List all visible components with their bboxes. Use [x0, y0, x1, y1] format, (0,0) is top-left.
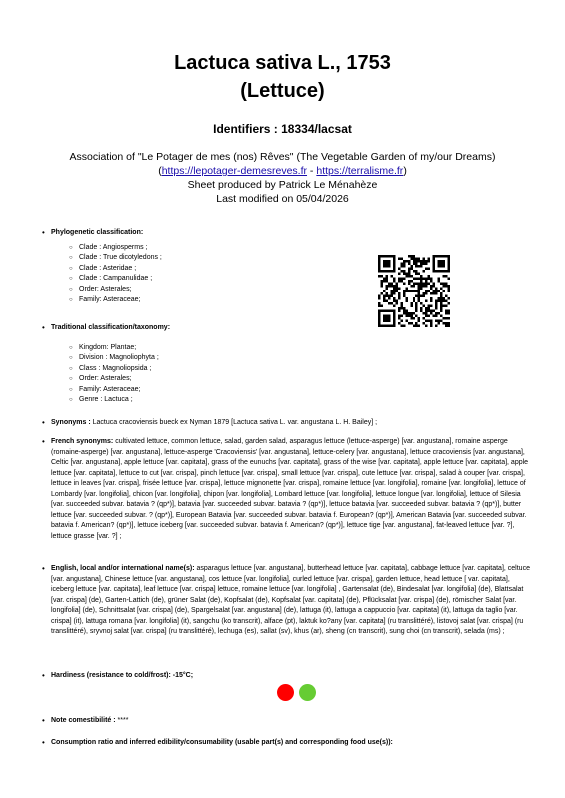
consumption-label: Consumption ratio and inferred edibility/consumability (usable part(s) and corresponding food use(s)):	[51, 739, 393, 746]
list-item: ○ Genre : Lactuca ;	[51, 395, 533, 406]
phylo-list	[51, 243, 533, 306]
paren-close: )	[403, 165, 407, 177]
hardiness-section	[42, 671, 533, 682]
bullet-icon: •	[42, 323, 45, 332]
list-item: ○ Clade : Campanulidae ;	[51, 274, 533, 285]
synonyms-section	[42, 418, 533, 429]
english-names-section	[42, 564, 533, 638]
note-value: ****	[115, 717, 129, 724]
bullet-icon: •	[42, 738, 45, 747]
qr-code-icon	[378, 255, 450, 327]
list-item: ○ Class : Magnoliopsida ;	[51, 364, 533, 375]
synonyms-text: Lactuca cracoviensis bueck ex Nyman 1879 [Lactuca sativa L. var. angustana L. H. Bailey] ;	[90, 419, 378, 426]
french-synonyms-section	[42, 437, 533, 542]
list-item: ○ Clade : Asteridae ;	[51, 264, 533, 275]
bullet-icon: •	[42, 228, 45, 237]
trad-label: Traditional classification/taxonomy:	[51, 324, 171, 331]
trad-list	[51, 343, 533, 406]
list-item: ○ Order: Asterales;	[51, 374, 533, 385]
french-label: French synonyms:	[51, 438, 114, 445]
list-item: ○ Clade : True dicotyledons ;	[51, 253, 533, 264]
association-links	[0, 164, 565, 178]
link-separator: -	[307, 165, 317, 177]
list-item: ○ Family: Asteraceae;	[51, 385, 533, 396]
page-title: Lactuca sativa L., 1753	[174, 52, 391, 74]
page-subtitle: (Lettuce)	[240, 80, 325, 102]
paren-open: (	[158, 165, 162, 177]
trad-section	[42, 323, 533, 406]
bullet-icon: •	[42, 564, 45, 573]
phylo-label: Phylogenetic classification:	[51, 229, 144, 236]
synonyms-label: Synonyms :	[51, 419, 91, 426]
consumption-section	[42, 738, 533, 749]
bullet-icon: •	[42, 418, 45, 427]
bullet-icon: •	[42, 437, 45, 446]
note-section	[42, 716, 533, 727]
list-item: ○ Division : Magnoliophyta ;	[51, 353, 533, 364]
bullet-icon: •	[42, 716, 45, 725]
green-dot-icon	[299, 684, 316, 701]
list-item: ○ Order: Asterales;	[51, 285, 533, 296]
red-dot-icon	[277, 684, 294, 701]
list-item: ○ Clade : Angiosperms ;	[51, 243, 533, 254]
english-text: asparagus lettuce [var. angustana], butterhead lettuce [var. capitata], cabbage lettuce [var. capitata], celtuce [var. angustana], Chinese lettuce [var. angustana], cos lettuce [var. longifolia], curled lettuce [var. crispa], garden lettuce, head lettuce [ var. capitata], iceberg lettuce [var. capitata], leaf lettuce [var. crispa] lettuce, romaine lettuce [var. longifolia] , Gartensalat (de), Bindesalat [var. longifolia] (de), Blattsalat [var. crispa] (de), Garten-Lattich (de), grüner Salat (de), Kopfsalat (de), Kopfsalat [var. capitata] (de), Pflücksalat [var. crispa] (de), römischer Salat [var. longifolia] (de), Schnittsalat [var. crispa] (de), Spargelsalat [var. angustana] (de), lattuga (it), lattuga a cappuccio [var. capitata] (it), lattuga da taglio [var. crispa] (it), lattuga romana [var. longifolia] (it), sangchu (ko transcrit), alface (pt), laktuk ko?any [var. capitata] (ru translittéré), listovoj salat [var. crispa] (ru translittéré), sryvnoj salat [var. crispa] (ru translittéré), lechuga (es), sallat (sv), khus (ar), sheng (cn transcrit), sung choi (cn transcrit), selada (ms) ;	[51, 565, 530, 635]
note-label: Note comestibilité :	[51, 717, 116, 724]
link-potager[interactable]: https://lepotager-demesreves.fr	[161, 165, 308, 177]
french-text: cultivated lettuce, common lettuce, salad, garden salad, asparagus lettuce (lettuce-asperge) [var. angustana], romaine asperge (romaine-asperge) [var. angustana], lettuce-asperge 'Cracoviensis' [var. angustana], lettuce-celery [var. angustana], lettuce cracoviensis [var. angustana], Celtic [var. angustana], apple lettuce [var. capitata], grass of the eunuchs [var. capitata], grass of the wise [var. capitata], apple lettuce [var. capitata], apple lettuce [var. capitata], lettuce to cut [var. crispa], pinch lettuce [var. crispa], small lettuce [var. crispa], cute lettuce [var. crispa], salad à couper [var. crispa], lettuce in leaves [var. crispa], frisée lettuce [var. crispa], lettuce mignonette [var. crispa], romaine lettuce [var. longifolia], romaine [var. longifolia], lettuce of Lombardy [var. longifolia], chicon [var. longifolia], chipon [var. longifolia], Lombard lettuce [var. longifolia], lettuce longue [var. longifolia], lettuce of Silesia [var. succeeded subvar. batavia ? (qp*)], batavia [var. succeeded subvar. batavia ? (qp*)], lettuce batavia [var. succeeded subvar. batavia ? (qp*)], butter lettuce [var. succeeded subvar. ? (qp*)], European Batavia [var. succeeded subvar. batavia f. European? (qp*)], American Batavia [var. succeeded subvar. batavia f. American? (qp*)], lettuce iceberg [var. succeeded subvar. batavia f. American? (qp*)], lettuce tige [var. angustana], fat-leaved lettuce [var. ?], lettuce grasse [var. ?] ;	[51, 438, 529, 540]
english-label: English, local and/or international name(s):	[51, 565, 195, 572]
modified-date: Last modified on 05/04/2026	[216, 193, 349, 205]
list-item: ○ Family: Asteraceae;	[51, 295, 533, 306]
author-line: Sheet produced by Patrick Le Ménahèze	[187, 179, 378, 191]
link-terralisme[interactable]: https://terralisme.fr	[316, 165, 404, 177]
bullet-icon: •	[42, 671, 45, 680]
association-block	[0, 150, 565, 206]
hardiness-label: Hardiness (resistance to cold/frost): -15°C;	[51, 672, 194, 679]
identifiers: Identifiers : 18334/lacsat	[213, 122, 352, 136]
list-item: ○ Kingdom: Plantae;	[51, 343, 533, 354]
association-name: Association of "Le Potager de mes (nos) Rêves" (The Vegetable Garden of my/our Dreams)	[69, 151, 496, 163]
phylo-section	[42, 228, 533, 306]
